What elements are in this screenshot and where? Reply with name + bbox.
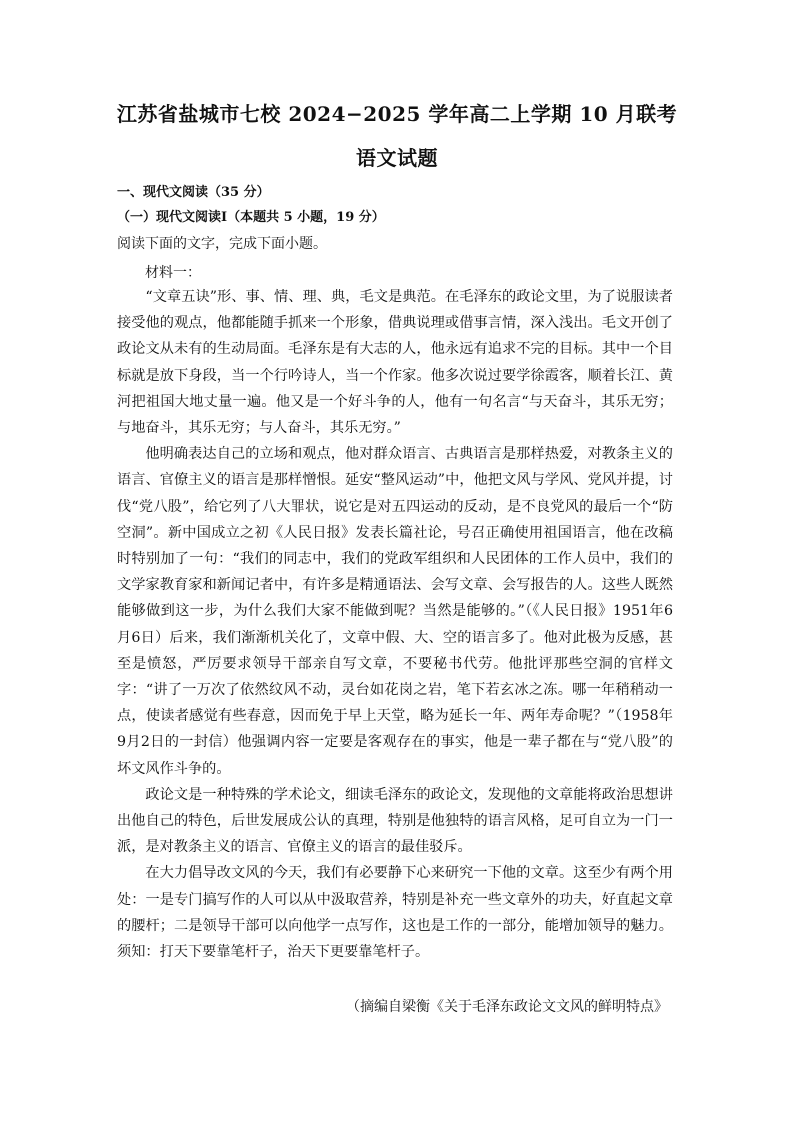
paragraph: 他明确表达自己的立场和观点，他对群众语言、古典语言是那样热爱，对教条主义的语言、官僚主义的语言是那样憎恨。延安“整风运动”中，他把文风与学风、党风并提，讨伐“党八股”，给它列了八大罪状，说它是对五四运动的反动，是不良党风的最后一个“防空洞”。新中国成立之初《人民日报》发表长篇社论，号召正确使用祖国语言，他在改稿时特别加了一句：“我们的同志中，我们的党政军组织和人民团体的工作人员中，我们的文学家教育家和新闻记者中，有许多是精通语法、会写文章、会写报告的人。这些人既然能够做到这一步，为什么我们大家不能做到呢？当然是能够的。”（《人民日报》1951年6月6日）后来，我们渐渐机关化了，文章中假、大、空的语言多了。他对此极为反感，甚至是愤怒，严厉要求领导干部亲自写文章，不要秘书代劳。他批评那些空洞的官样文字：“讲了一万次了依然纹风不动，灵台如花岗之岩，笔下若玄冰之冻。哪一年稍稍动一点，使读者感觉有些春意，因而免于早上天堂，略为延长一年、两年寿命呢？”（1958年9月2日的一封信）他强调内容一定要是客观存在的事实，他是一辈子都在与“党八股”的坏文风作斗争的。 — [117, 446, 673, 777]
subsection-heading: （一）现代文阅读Ⅰ（本题共 5 小题，19 分） — [117, 210, 385, 225]
article-body — [117, 284, 673, 965]
paragraph: “文章五诀”形、事、情、理、典，毛文是典范。在毛泽东的政论文里，为了说服读者接受他的观点，他都能随手抓来一个形象，借典说理或借事言情，深入浅出。毛文开创了政论文从未有的生动局面。毛泽东是有大志的人，他永远有追求不完的目标。其中一个目标就是放下身段，当一个行吟诗人，当一个作家。他多次说过要学徐霞客，顺着长江、黄河把祖国大地丈量一遍。他又是一个好斗争的人，他有一句名言“与天奋斗，其乐无穷；与地奋斗，其乐无穷；与人奋斗，其乐无穷。” — [117, 289, 673, 437]
paragraph: 政论文是一种特殊的学术论文，细读毛泽东的政论文，发现他的文章能将政治思想讲出他自己的特色，后世发展成公认的真理，特别是他独特的语言风格，足可自立为一门一派，是对教条主义的语言、官僚主义的语言的最佳驳斥。 — [117, 786, 673, 856]
instruction-text: 阅读下面的文字，完成下面小题。 — [117, 236, 327, 252]
paragraph: 在大力倡导改文风的今天，我们有必要静下心来研究一下他的文章。这至少有两个用处：一是专门搞写作的人可以从中汲取营养，特别是补充一些文章外的功夫，好直起文章的腰杆；二是领导干部可以向他学一点写作，这也是工作的一部分，能增加领导的魅力。须知：打天下要靠笔杆子，治天下更要靠笔杆子。 — [117, 865, 673, 961]
section-heading: 一、现代文阅读（35 分） — [117, 185, 270, 200]
document-subtitle: 语文试题 — [356, 146, 438, 170]
document-title: 江苏省盐城市七校 2024−2025 学年高二上学期 10 月联考 — [116, 102, 678, 126]
source-citation: （摘编自梁衡《关于毛泽东政论文文风的鲜明特点》 — [346, 999, 668, 1015]
material-label: 材料一： — [145, 265, 201, 281]
